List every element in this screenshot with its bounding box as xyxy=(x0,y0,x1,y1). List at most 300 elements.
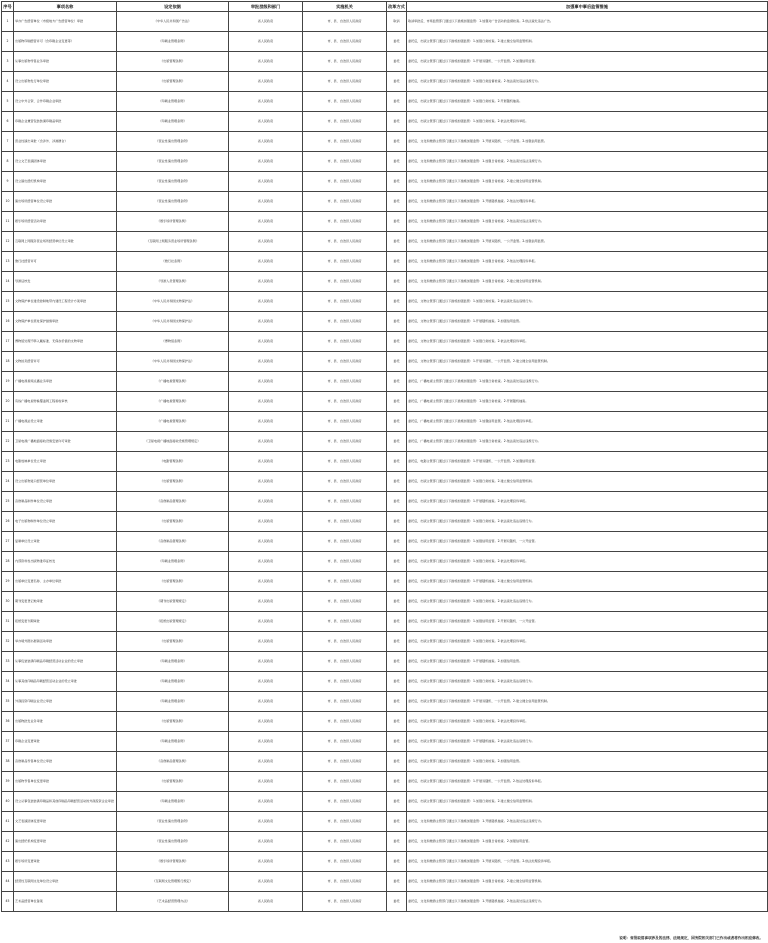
cell-supervision-measures: 委托后，电影主管部门通过以下措施加强监管：1.开展双随机、一公开监管。2.加强信用监管。 xyxy=(407,452,768,472)
cell-supervision-measures: 委托后，出版主管部门通过以下措施加强监管：1.加强日常检查。2.依法处理投诉举报。 xyxy=(407,712,768,732)
cell-implementing-dept: 市、县、自治县人民政府 xyxy=(303,712,387,732)
cell-no: 16 xyxy=(2,312,14,332)
cell-reform-mode: 委托 xyxy=(387,52,407,72)
cell-no: 19 xyxy=(2,372,14,392)
cell-basis: 《出版管理条例》 xyxy=(117,472,229,492)
cell-item-name: 外商投资印刷企业设立审批 xyxy=(14,692,117,712)
cell-approval-level: 省人民政府 xyxy=(229,392,303,412)
cell-implementing-dept: 市、县、自治县人民政府 xyxy=(303,72,387,92)
cell-approval-level: 省人民政府 xyxy=(229,532,303,552)
cell-approval-level: 省人民政府 xyxy=(229,792,303,812)
cell-supervision-measures: 委托后，出版主管部门通过以下措施加强监管：1.加强日常检查。2.建立健全信用监管机制。 xyxy=(407,32,768,52)
cell-supervision-measures: 委托后，出版主管部门通过以下措施加强监管：1.开展双随机、一公开监管。2.依法处理投诉举报。 xyxy=(407,772,768,792)
cell-approval-level: 省人民政府 xyxy=(229,752,303,772)
cell-basis: 《出版管理条例》 xyxy=(117,572,229,592)
cell-basis: 《印刷业管理条例》 xyxy=(117,112,229,132)
cell-basis: 《印刷业管理条例》 xyxy=(117,792,229,812)
table-row xyxy=(2,32,768,52)
table-row xyxy=(2,792,768,812)
cell-implementing-dept: 市、县、自治县人民政府 xyxy=(303,312,387,332)
cell-reform-mode: 委托 xyxy=(387,272,407,292)
cell-supervision-measures: 委托后，文化和旅游主管部门通过以下措施加强监管：1.加强日常检查。2.加强信用监管。 xyxy=(407,832,768,852)
cell-supervision-measures: 委托后，出版主管部门通过以下措施加强监管：1.加强信用监管。2.开展双随机、一公开监管。 xyxy=(407,612,768,632)
cell-supervision-measures: 委托后，文物主管部门通过以下措施加强监管：1.加强日常检查。2.依法处理投诉举报。 xyxy=(407,332,768,352)
table-row xyxy=(2,192,768,212)
cell-implementing-dept: 市、县、自治县人民政府 xyxy=(303,452,387,472)
cell-reform-mode: 取消 xyxy=(387,12,407,32)
cell-reform-mode: 委托 xyxy=(387,812,407,832)
cell-basis: 《出版管理条例》 xyxy=(117,632,229,652)
cell-approval-level: 省人民政府 xyxy=(229,12,303,32)
cell-reform-mode: 委托 xyxy=(387,712,407,732)
cell-implementing-dept: 市、县、自治县人民政府 xyxy=(303,192,387,212)
cell-supervision-measures: 委托后，出版主管部门通过以下措施加强监管：1.加强日常检查。2.依法处理投诉举报。 xyxy=(407,632,768,652)
cell-reform-mode: 委托 xyxy=(387,112,407,132)
table-body xyxy=(2,12,768,912)
cell-basis: 《报纸出版管理规定》 xyxy=(117,612,229,632)
cell-reform-mode: 委托 xyxy=(387,212,407,232)
cell-approval-level: 省人民政府 xyxy=(229,492,303,512)
cell-item-name: 演出经纪机构变更审批 xyxy=(14,832,117,852)
cell-item-name: 举办境外图书展销活动审批 xyxy=(14,632,117,652)
cell-item-name: 音像制品制作单位设立审批 xyxy=(14,492,117,512)
cell-implementing-dept: 市、县、自治县人民政府 xyxy=(303,792,387,812)
cell-approval-level: 省人民政府 xyxy=(229,572,303,592)
cell-approval-level: 省人民政府 xyxy=(229,152,303,172)
cell-implementing-dept: 市、县、自治县人民政府 xyxy=(303,32,387,52)
cell-implementing-dept: 市、县、自治县人民政府 xyxy=(303,352,387,372)
cell-basis: 《印刷业管理条例》 xyxy=(117,692,229,712)
cell-implementing-dept: 市、县、自治县人民政府 xyxy=(303,472,387,492)
cell-no: 7 xyxy=(2,132,14,152)
cell-reform-mode: 委托 xyxy=(387,372,407,392)
cell-no: 36 xyxy=(2,712,14,732)
cell-approval-level: 省人民政府 xyxy=(229,332,303,352)
cell-item-name: 从事其他印刷品印刷经营活动企业的设立审批 xyxy=(14,672,117,692)
cell-no: 25 xyxy=(2,492,14,512)
cell-implementing-dept: 市、县、自治县人民政府 xyxy=(303,732,387,752)
cell-item-name: 设立文艺表演团体审批 xyxy=(14,152,117,172)
cell-approval-level: 省人民政府 xyxy=(229,832,303,852)
cell-supervision-measures: 委托后，出版主管部门通过以下措施加强监管：1.加强日常检查。2.开展随机抽查。 xyxy=(407,92,768,112)
table-row xyxy=(2,352,768,372)
cell-no: 6 xyxy=(2,112,14,132)
table-row xyxy=(2,552,768,572)
cell-approval-level: 省人民政府 xyxy=(229,632,303,652)
cell-approval-level: 省人民政府 xyxy=(229,252,303,272)
cell-item-name: 音像制品零售单位设立审批 xyxy=(14,752,117,772)
cell-supervision-measures: 委托后，出版主管部门通过以下措施加强监管：1.加强日常检查。2.依法处理投诉举报。 xyxy=(407,112,768,132)
table-row xyxy=(2,12,768,32)
table-row xyxy=(2,532,768,552)
cell-basis: 《营业性演出管理条例》 xyxy=(117,132,229,152)
table-row xyxy=(2,612,768,632)
table-row xyxy=(2,772,768,792)
cell-implementing-dept: 市、县、自治县人民政府 xyxy=(303,752,387,772)
cell-supervision-measures: 委托后，文化和旅游主管部门通过以下措施加强监管：1.加强日常检查。2.依法查处违法违规行为。 xyxy=(407,152,768,172)
cell-approval-level: 省人民政府 xyxy=(229,872,303,892)
cell-implementing-dept: 市、县、自治县人民政府 xyxy=(303,512,387,532)
cell-item-name: 娱乐场所经营活动审批 xyxy=(14,212,117,232)
cell-no: 13 xyxy=(2,252,14,272)
cell-no: 42 xyxy=(2,832,14,852)
cell-reform-mode: 委托 xyxy=(387,612,407,632)
header-implementing-dept: 实施机关 xyxy=(303,2,387,12)
cell-reform-mode: 委托 xyxy=(387,692,407,712)
table-header-row xyxy=(2,2,768,12)
cell-no: 35 xyxy=(2,692,14,712)
cell-reform-mode: 委托 xyxy=(387,492,407,512)
cell-item-name: 报纸变更刊期审批 xyxy=(14,612,117,632)
cell-reform-mode: 委托 xyxy=(387,312,407,332)
cell-basis: 《出版管理条例》 xyxy=(117,712,229,732)
cell-supervision-measures: 委托后，文物主管部门通过以下措施加强监管：1.开展随机抽查。2.加强信用监管。 xyxy=(407,312,768,332)
cell-basis: 《期刊出版管理规定》 xyxy=(117,592,229,612)
cell-supervision-measures: 委托后，出版主管部门通过以下措施加强监管：1.开展随机抽查。2.加强信用监管。 xyxy=(407,652,768,672)
cell-no: 21 xyxy=(2,412,14,432)
header-no: 序号 xyxy=(2,2,14,12)
cell-approval-level: 省人民政府 xyxy=(229,172,303,192)
cell-supervision-measures: 取消审批后，市场监管部门通过以下措施加强监管：1.加强对广告活动的监督检查。2.依法查处违法广告。 xyxy=(407,12,768,32)
cell-implementing-dept: 市、县、自治县人民政府 xyxy=(303,152,387,172)
cell-reform-mode: 委托 xyxy=(387,92,407,112)
cell-implementing-dept: 市、县、自治县人民政府 xyxy=(303,532,387,552)
cell-basis: 《营业性演出管理条例》 xyxy=(117,152,229,172)
cell-basis: 《电影管理条例》 xyxy=(117,452,229,472)
cell-approval-level: 省人民政府 xyxy=(229,32,303,52)
cell-no: 14 xyxy=(2,272,14,292)
cell-item-name: 内部资料性出版物准印证核发 xyxy=(14,552,117,572)
cell-item-name: 印刷企业变更审批 xyxy=(14,732,117,752)
cell-basis: 《中华人民共和国文物保护法》 xyxy=(117,292,229,312)
cell-supervision-measures: 委托后，文化和旅游主管部门通过以下措施加强监管：1.开展随机抽查。2.依法查处违法违规行为。 xyxy=(407,812,768,832)
cell-implementing-dept: 市、县、自治县人民政府 xyxy=(303,552,387,572)
cell-item-name: 电子出版物制作单位设立审批 xyxy=(14,512,117,532)
cell-no: 32 xyxy=(2,632,14,652)
cell-reform-mode: 委托 xyxy=(387,792,407,812)
cell-reform-mode: 委托 xyxy=(387,392,407,412)
table-row xyxy=(2,732,768,752)
cell-no: 9 xyxy=(2,172,14,192)
cell-no: 22 xyxy=(2,432,14,452)
cell-supervision-measures: 委托后，出版主管部门通过以下措施加强监管：1.加强日常检查。2.加强信用监管。 xyxy=(407,752,768,772)
table-row xyxy=(2,312,768,332)
cell-supervision-measures: 委托后，文化和旅游主管部门通过以下措施加强监管：1.开展双随机、一公开监管。2.依法处理投诉举报。 xyxy=(407,852,768,872)
cell-basis: 《音像制品管理条例》 xyxy=(117,492,229,512)
cell-no: 24 xyxy=(2,472,14,492)
cell-no: 43 xyxy=(2,852,14,872)
cell-basis: 《娱乐场所管理条例》 xyxy=(117,212,229,232)
cell-reform-mode: 委托 xyxy=(387,132,407,152)
cell-approval-level: 省人民政府 xyxy=(229,512,303,532)
cell-implementing-dept: 市、县、自治县人民政府 xyxy=(303,492,387,512)
cell-approval-level: 省人民政府 xyxy=(229,592,303,612)
cell-approval-level: 省人民政府 xyxy=(229,132,303,152)
cell-implementing-dept: 市、县、自治县人民政府 xyxy=(303,892,387,912)
cell-item-name: 出版物零售单位变更审批 xyxy=(14,772,117,792)
table-row xyxy=(2,712,768,732)
cell-supervision-measures: 委托后，出版主管部门通过以下措施加强监管：1.加强日常监督检查。2.依法查处违法违规行为。 xyxy=(407,72,768,92)
cell-basis: 《营业性演出管理条例》 xyxy=(117,812,229,832)
table-row xyxy=(2,132,768,152)
cell-no: 10 xyxy=(2,192,14,212)
cell-approval-level: 省人民政府 xyxy=(229,112,303,132)
table-row xyxy=(2,832,768,852)
cell-item-name: 有线广播电视传输覆盖网工程验收审核 xyxy=(14,392,117,412)
cell-reform-mode: 委托 xyxy=(387,472,407,492)
cell-implementing-dept: 市、县、自治县人民政府 xyxy=(303,852,387,872)
cell-approval-level: 省人民政府 xyxy=(229,412,303,432)
table-row xyxy=(2,112,768,132)
cell-approval-level: 省人民政府 xyxy=(229,272,303,292)
cell-supervision-measures: 委托后，出版主管部门通过以下措施加强监管：1.开展随机抽查。2.依法查处违法违规行为。 xyxy=(407,732,768,752)
table-row xyxy=(2,452,768,472)
cell-basis: 《印刷业管理条例》 xyxy=(117,552,229,572)
cell-basis: 《中华人民共和国文物保护法》 xyxy=(117,352,229,372)
cell-approval-level: 省人民政府 xyxy=(229,352,303,372)
cell-implementing-dept: 市、县、自治县人民政府 xyxy=(303,212,387,232)
cell-reform-mode: 委托 xyxy=(387,632,407,652)
cell-implementing-dept: 市、县、自治县人民政府 xyxy=(303,112,387,132)
cell-supervision-measures: 委托后，出版主管部门通过以下措施加强监管：1.开展双随机、一公开监管。2.建立健全信用监管机制。 xyxy=(407,692,768,712)
cell-item-name: 博物馆处理不够入藏标准、无保存价值的文物审批 xyxy=(14,332,117,352)
cell-no: 4 xyxy=(2,72,14,92)
cell-implementing-dept: 市、县、自治县人民政府 xyxy=(303,652,387,672)
table-row xyxy=(2,692,768,712)
cell-item-name: 从事包装装潢印刷品印刷经营活动企业的设立审批 xyxy=(14,652,117,672)
cell-reform-mode: 委托 xyxy=(387,852,407,872)
cell-implementing-dept: 市、县、自治县人民政府 xyxy=(303,592,387,612)
cell-supervision-measures: 委托后，文化和旅游主管部门通过以下措施加强监管：1.加强日常检查。2.依法查处违法违规行为。 xyxy=(407,212,768,232)
cell-basis: 《出版管理条例》 xyxy=(117,52,229,72)
cell-implementing-dept: 市、县、自治县人民政府 xyxy=(303,432,387,452)
cell-basis: 《印刷业管理条例》 xyxy=(117,732,229,752)
table-row xyxy=(2,252,768,272)
cell-item-name: 广播电视视频点播业务审批 xyxy=(14,372,117,392)
cell-implementing-dept: 市、县、自治县人民政府 xyxy=(303,692,387,712)
cell-item-name: 卫星电视广播地面接收设施安装许可审批 xyxy=(14,432,117,452)
cell-item-name: 艺术品经营单位备案 xyxy=(14,892,117,912)
cell-no: 20 xyxy=(2,392,14,412)
cell-implementing-dept: 市、县、自治县人民政府 xyxy=(303,232,387,252)
cell-supervision-measures: 委托后，文化和旅游主管部门通过以下措施加强监管：1.加强日常检查。2.建立健全信用监管机制。 xyxy=(407,272,768,292)
cell-supervision-measures: 委托后，出版主管部门通过以下措施加强监管：1.加强日常检查。2.依法查处违法违规行为。 xyxy=(407,512,768,532)
cell-basis: 《广播电视管理条例》 xyxy=(117,372,229,392)
cell-implementing-dept: 市、县、自治县人民政府 xyxy=(303,292,387,312)
cell-implementing-dept: 市、县、自治县人民政府 xyxy=(303,372,387,392)
cell-reform-mode: 委托 xyxy=(387,512,407,532)
cell-basis: 《互联网上网服务营业场所管理条例》 xyxy=(117,232,229,252)
table-row xyxy=(2,652,768,672)
cell-item-name: 设立从事包装装潢印刷品和其他印刷品印刷经营活动的外商投资企业审批 xyxy=(14,792,117,812)
cell-item-name: 营业性演出审批（含涉外、涉港澳台） xyxy=(14,132,117,152)
cell-supervision-measures: 委托后，文物主管部门通过以下措施加强监管：1.开展双随机、一公开监管。2.建立健全信用监管机制。 xyxy=(407,352,768,372)
cell-item-name: 娱乐场所变更审批 xyxy=(14,852,117,872)
table-row xyxy=(2,412,768,432)
cell-no: 15 xyxy=(2,292,14,312)
cell-supervision-measures: 委托后，出版主管部门通过以下措施加强监管：1.加强日常检查。2.依法查处违法违规行为。 xyxy=(407,672,768,692)
table-row xyxy=(2,232,768,252)
cell-item-name: 出版物批发业务审批 xyxy=(14,712,117,732)
cell-no: 40 xyxy=(2,792,14,812)
cell-supervision-measures: 委托后，文化和旅游主管部门通过以下措施加强监管：1.加强日常检查。2.建立健全信用监管机制。 xyxy=(407,172,768,192)
table-row xyxy=(2,472,768,492)
cell-implementing-dept: 市、县、自治县人民政府 xyxy=(303,832,387,852)
table-row xyxy=(2,852,768,872)
cell-basis: 《印刷业管理条例》 xyxy=(117,92,229,112)
cell-reform-mode: 委托 xyxy=(387,152,407,172)
cell-supervision-measures: 委托后，出版主管部门通过以下措施加强监管：1.开展随机抽查。2.依法处理投诉举报。 xyxy=(407,492,768,512)
cell-implementing-dept: 市、县、自治县人民政府 xyxy=(303,172,387,192)
cell-reform-mode: 委托 xyxy=(387,552,407,572)
cell-no: 37 xyxy=(2,732,14,752)
cell-reform-mode: 委托 xyxy=(387,752,407,772)
cell-item-name: 复制单位设立审批 xyxy=(14,532,117,552)
cell-no: 5 xyxy=(2,92,14,112)
table-row xyxy=(2,172,768,192)
cell-item-name: 导游证核发 xyxy=(14,272,117,292)
table-row xyxy=(2,72,768,92)
cell-approval-level: 省人民政府 xyxy=(229,312,303,332)
cell-no: 26 xyxy=(2,512,14,532)
cell-no: 34 xyxy=(2,672,14,692)
cell-approval-level: 省人民政府 xyxy=(229,892,303,912)
cell-no: 33 xyxy=(2,652,14,672)
cell-basis: 《出版管理条例》 xyxy=(117,512,229,532)
cell-item-name: 文物拍卖经营许可 xyxy=(14,352,117,372)
cell-supervision-measures: 委托后，文化和旅游主管部门通过以下措施加强监管：1.开展随机抽查。2.依法处理投诉举报。 xyxy=(407,192,768,212)
table-row xyxy=(2,272,768,292)
cell-no: 3 xyxy=(2,52,14,72)
cell-item-name: 期刊变更登记地审批 xyxy=(14,592,117,612)
table-row xyxy=(2,92,768,112)
cell-implementing-dept: 市、县、自治县人民政府 xyxy=(303,572,387,592)
cell-basis: 《出版管理条例》 xyxy=(117,72,229,92)
cell-supervision-measures: 委托后，出版主管部门通过以下措施加强监管：1.开展随机抽查。2.建立健全信用监管机制。 xyxy=(407,572,768,592)
cell-reform-mode: 委托 xyxy=(387,352,407,372)
cell-reform-mode: 委托 xyxy=(387,172,407,192)
cell-supervision-measures: 委托后，广播电视主管部门通过以下措施加强监管：1.加强日常检查。2.依法查处违法违规行为。 xyxy=(407,372,768,392)
cell-reform-mode: 委托 xyxy=(387,252,407,272)
cell-supervision-measures: 委托后，文化和旅游主管部门通过以下措施加强监管：1.开展双随机、一公开监管。2.加强信用监管。 xyxy=(407,132,768,152)
cell-no: 23 xyxy=(2,452,14,472)
cell-reform-mode: 委托 xyxy=(387,872,407,892)
cell-item-name: 设立出版物进口经营单位审批 xyxy=(14,472,117,492)
cell-basis: 《博物馆条例》 xyxy=(117,332,229,352)
table-row xyxy=(2,152,768,172)
cell-implementing-dept: 市、县、自治县人民政府 xyxy=(303,272,387,292)
cell-approval-level: 省人民政府 xyxy=(229,852,303,872)
cell-reform-mode: 委托 xyxy=(387,192,407,212)
cell-implementing-dept: 市、县、自治县人民政府 xyxy=(303,132,387,152)
cell-item-name: 设立中外合资、合作印刷企业审批 xyxy=(14,92,117,112)
cell-implementing-dept: 市、县、自治县人民政府 xyxy=(303,252,387,272)
cell-approval-level: 省人民政府 xyxy=(229,372,303,392)
cell-item-name: 设立演出经纪机构审批 xyxy=(14,172,117,192)
cell-reform-mode: 委托 xyxy=(387,292,407,312)
cell-supervision-measures: 委托后，出版主管部门通过以下措施加强监管：1.加强日常检查。2.依法查处违法违规行为。 xyxy=(407,592,768,612)
cell-approval-level: 省人民政府 xyxy=(229,192,303,212)
table-row xyxy=(2,892,768,912)
cell-implementing-dept: 市、县、自治县人民政府 xyxy=(303,412,387,432)
cell-no: 44 xyxy=(2,872,14,892)
cell-approval-level: 省人民政府 xyxy=(229,212,303,232)
cell-approval-level: 省人民政府 xyxy=(229,672,303,692)
cell-item-name: 举办广告经营单位（市级地方广告经营单位）审批 xyxy=(14,12,117,32)
approval-items-table xyxy=(1,1,768,912)
cell-item-name: 文物保护单位原址保护措施审批 xyxy=(14,312,117,332)
cell-no: 8 xyxy=(2,152,14,172)
cell-implementing-dept: 市、县、自治县人民政府 xyxy=(303,92,387,112)
cell-basis: 《出版管理条例》 xyxy=(117,772,229,792)
cell-item-name: 印刷企业兼营包装装潢印刷品审批 xyxy=(14,112,117,132)
cell-approval-level: 省人民政府 xyxy=(229,652,303,672)
cell-no: 12 xyxy=(2,232,14,252)
header-item-name: 事项名称 xyxy=(14,2,117,12)
cell-no: 2 xyxy=(2,32,14,52)
cell-item-name: 旅行社经营许可 xyxy=(14,252,117,272)
cell-reform-mode: 委托 xyxy=(387,432,407,452)
cell-basis: 《广播电视管理条例》 xyxy=(117,412,229,432)
cell-item-name: 从事出版物零售业务审批 xyxy=(14,52,117,72)
cell-implementing-dept: 市、县、自治县人民政府 xyxy=(303,872,387,892)
cell-reform-mode: 委托 xyxy=(387,772,407,792)
cell-approval-level: 省人民政府 xyxy=(229,692,303,712)
cell-supervision-measures: 委托后，文化和旅游主管部门通过以下措施加强监管：1.加强日常检查。2.建立健全信用监管机制。 xyxy=(407,872,768,892)
cell-basis: 《营业性演出管理条例》 xyxy=(117,192,229,212)
cell-approval-level: 省人民政府 xyxy=(229,732,303,752)
cell-reform-mode: 委托 xyxy=(387,412,407,432)
cell-basis: 《广播电视管理条例》 xyxy=(117,392,229,412)
cell-supervision-measures: 委托后，文物主管部门通过以下措施加强监管：1.加强日常检查。2.依法查处违法违规行为。 xyxy=(407,292,768,312)
footnote: 说明：省级取消事项涉及的法律、法规规定，国务院相关部门已作出或者将作出相应修改。 xyxy=(619,936,763,940)
cell-basis: 《中华人民共和国广告法》 xyxy=(117,12,229,32)
table-row xyxy=(2,632,768,652)
cell-no: 1 xyxy=(2,12,14,32)
cell-approval-level: 省人民政府 xyxy=(229,452,303,472)
table-row xyxy=(2,292,768,312)
cell-implementing-dept: 市、县、自治县人民政府 xyxy=(303,612,387,632)
table-row xyxy=(2,432,768,452)
cell-supervision-measures: 委托后，广播电视主管部门通过以下措施加强监管：1.加强信用监管。2.依法处理投诉举报。 xyxy=(407,412,768,432)
cell-no: 31 xyxy=(2,612,14,632)
cell-no: 45 xyxy=(2,892,14,912)
cell-supervision-measures: 委托后，文化和旅游主管部门通过以下措施加强监管：1.加强日常检查。2.依法处理投诉举报。 xyxy=(407,252,768,272)
table-row xyxy=(2,592,768,612)
table-row xyxy=(2,372,768,392)
cell-item-name: 演出场所经营单位设立审批 xyxy=(14,192,117,212)
table-row xyxy=(2,752,768,772)
header-reform-mode: 改革方式 xyxy=(387,2,407,12)
table-row xyxy=(2,492,768,512)
cell-approval-level: 省人民政府 xyxy=(229,812,303,832)
cell-reform-mode: 委托 xyxy=(387,332,407,352)
cell-no: 27 xyxy=(2,532,14,552)
cell-approval-level: 省人民政府 xyxy=(229,232,303,252)
cell-approval-level: 省人民政府 xyxy=(229,72,303,92)
cell-item-name: 互联网上网服务营业场所经营单位设立审批 xyxy=(14,232,117,252)
cell-item-name: 出版单位变更名称、主办单位审批 xyxy=(14,572,117,592)
cell-reform-mode: 委托 xyxy=(387,452,407,472)
table-row xyxy=(2,212,768,232)
cell-basis: 《印刷业管理条例》 xyxy=(117,672,229,692)
cell-supervision-measures: 委托后，出版主管部门通过以下措施加强监管：1.加强日常检查。2.依法处理投诉举报。 xyxy=(407,552,768,572)
table-row xyxy=(2,52,768,72)
cell-basis: 《中华人民共和国文物保护法》 xyxy=(117,312,229,332)
table-row xyxy=(2,392,768,412)
cell-no: 38 xyxy=(2,752,14,772)
cell-reform-mode: 委托 xyxy=(387,672,407,692)
